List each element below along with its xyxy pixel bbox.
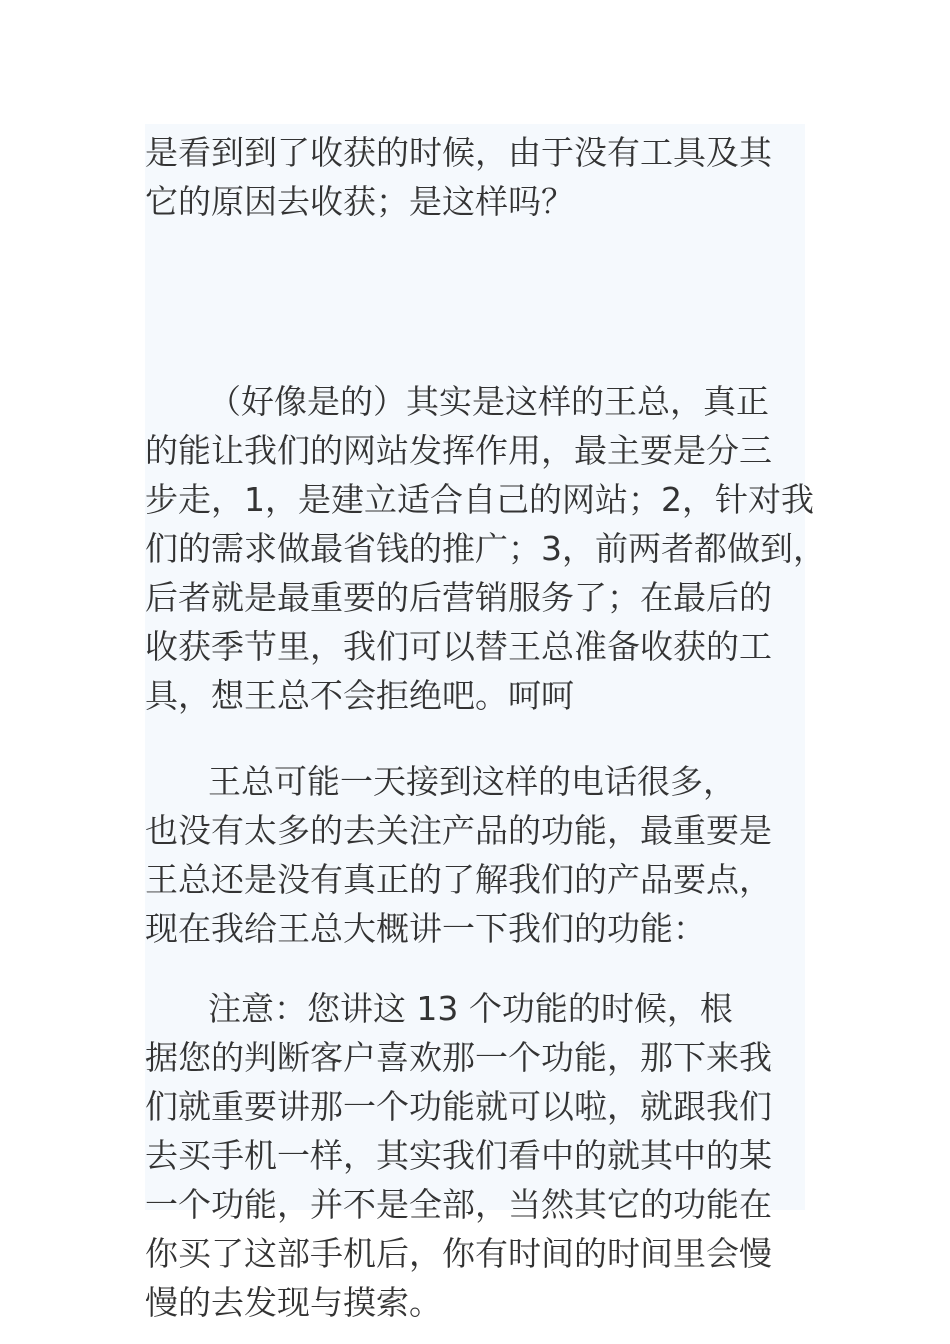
- text-line: 一个功能，并不是全部，当然其它的功能在: [145, 1185, 772, 1224]
- text-line: 它的原因去收获；是这样吗？: [145, 182, 574, 221]
- text-line: 们的需求做最省钱的推广；3，前两者都做到，: [145, 529, 826, 568]
- text-line: 现在我给王总大概讲一下我们的功能：: [145, 909, 706, 948]
- text-line: 注意：您讲这 13 个功能的时候，根: [145, 989, 733, 1028]
- text-line: 据您的判断客户喜欢那一个功能，那下来我: [145, 1038, 772, 1077]
- text-line: 的能让我们的网站发挥作用，最主要是分三: [145, 431, 772, 470]
- paragraph-3: [145, 757, 845, 953]
- text-line: 王总可能一天接到这样的电话很多，: [145, 762, 736, 801]
- text-line: 慢的去发现与摸索。: [145, 1283, 442, 1322]
- text-line: （好像是的）其实是这样的王总，真正: [145, 382, 769, 421]
- text-line: 去买手机一样，其实我们看中的就其中的某: [145, 1136, 772, 1175]
- text-line: 你买了这部手机后，你有时间的时间里会慢: [145, 1234, 772, 1273]
- paragraph-1: [145, 128, 845, 226]
- text-line: 们就重要讲那一个功能就可以啦，就跟我们: [145, 1087, 772, 1126]
- text-line: 具，想王总不会拒绝吧。呵呵: [145, 676, 574, 715]
- text-line: 后者就是最重要的后营销服务了；在最后的: [145, 578, 772, 617]
- text-block: [145, 124, 826, 1322]
- paragraph-2: [145, 377, 845, 720]
- text-line: 王总还是没有真正的了解我们的产品要点，: [145, 860, 772, 899]
- text-line: 步走，1，是建立适合自己的网站；2，针对我: [145, 480, 814, 519]
- paragraph-4: [145, 984, 845, 1327]
- text-line: 是看到到了收获的时候，由于没有工具及其: [145, 133, 772, 172]
- text-line: 也没有太多的去关注产品的功能，最重要是: [145, 811, 772, 850]
- text-line: 收获季节里，我们可以替王总准备收获的工: [145, 627, 772, 666]
